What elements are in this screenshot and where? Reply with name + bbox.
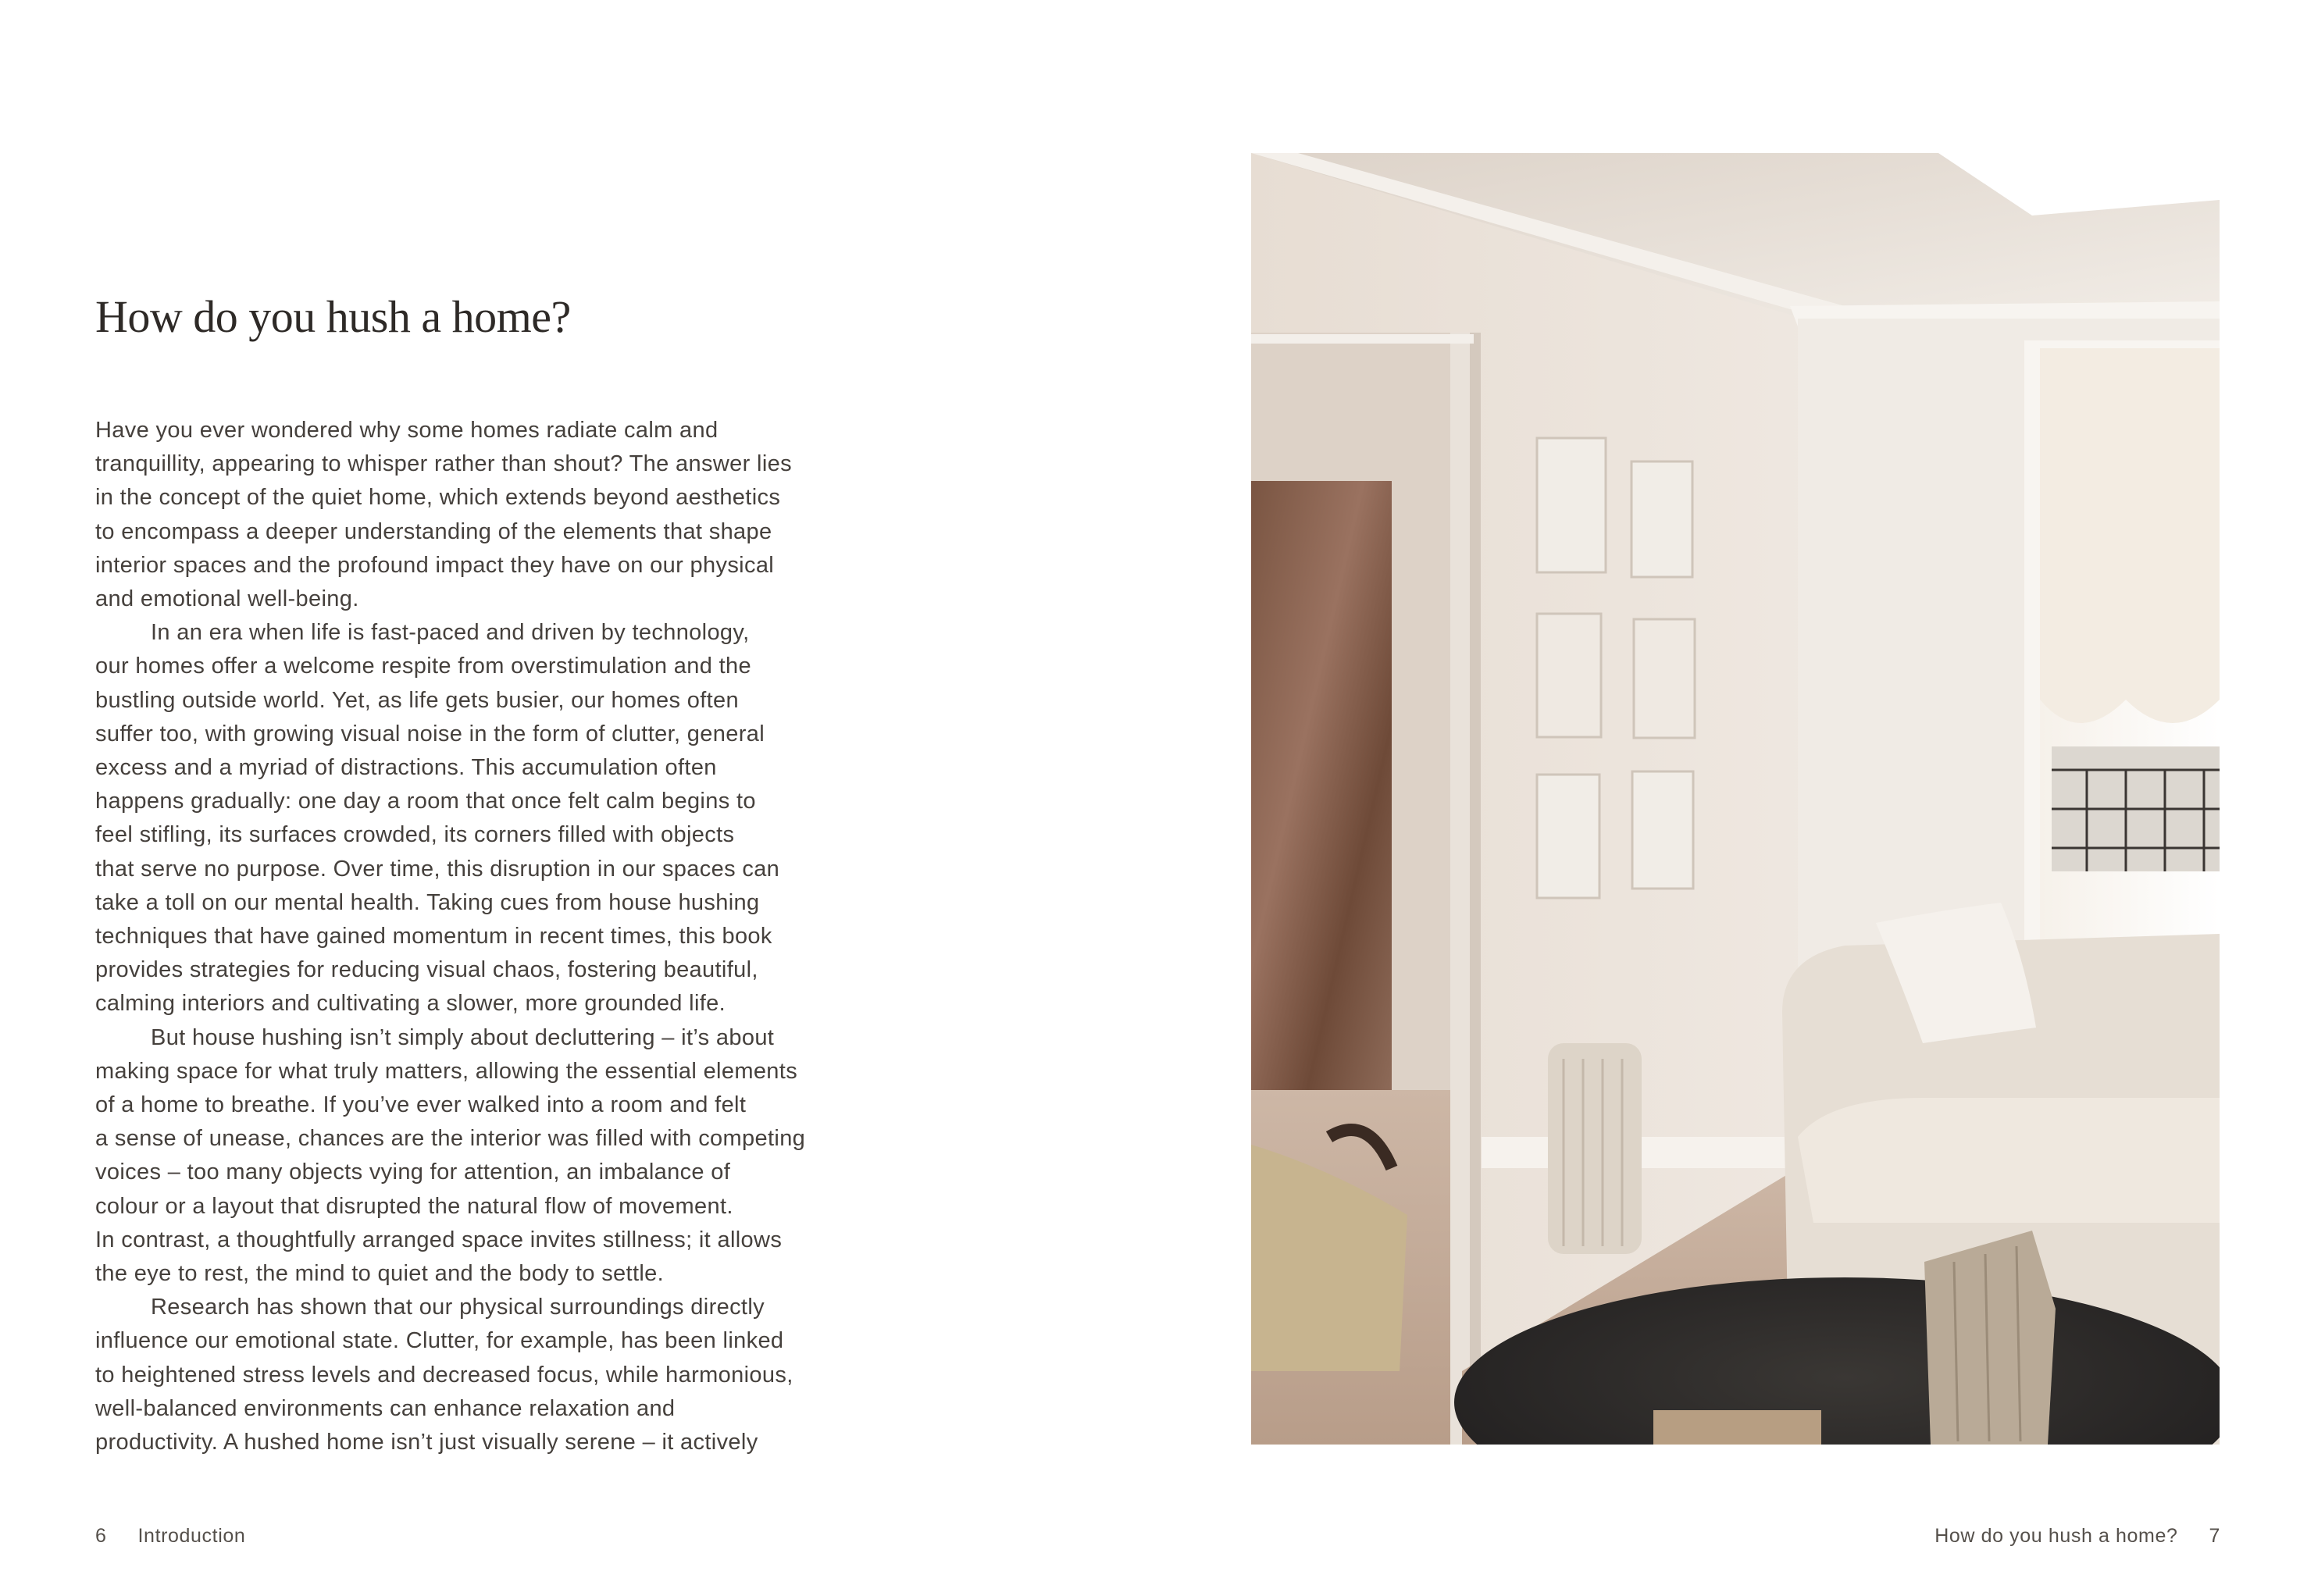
body-line: In contrast, a thoughtfully arranged space invites stillness; it allows: [95, 1227, 783, 1252]
body-line: calming interiors and cultivating a slower, more grounded life.: [95, 991, 726, 1017]
body-line: well-balanced environments can enhance relaxation and: [95, 1395, 676, 1421]
page-number-left: 6: [95, 1525, 107, 1547]
body-line: influence our emotional state. Clutter, for example, has been linked: [95, 1328, 784, 1354]
body-line: Research has shown that our physical surroundings directly: [151, 1295, 765, 1320]
body-line: in the concept of the quiet home, which extends beyond aesthetics: [95, 485, 781, 511]
folio-right: [1934, 1525, 2220, 1548]
body-line: Have you ever wondered why some homes radiate calm and: [95, 418, 719, 443]
body-line: voices – too many objects vying for attention, an imbalance of: [95, 1160, 731, 1185]
folio-left: [95, 1525, 245, 1548]
body-line: happens gradually: one day a room that once felt calm begins to: [95, 789, 756, 814]
body-line: that serve no purpose. Over time, this disruption in our spaces can: [95, 856, 780, 882]
body-line: feel stifling, its surfaces crowded, its corners filled with objects: [95, 822, 735, 848]
body-line: provides strategies for reducing visual chaos, fostering beautiful,: [95, 957, 758, 983]
body-line: excess and a myriad of distractions. This accumulation often: [95, 755, 717, 781]
body-line: In an era when life is fast-paced and driven by technology,: [151, 620, 750, 646]
page-heading: How do you hush a home?: [95, 291, 571, 342]
body-line: to encompass a deeper understanding of the elements that shape: [95, 518, 772, 544]
body-line: tranquillity, appearing to whisper rather than shout? The answer lies: [95, 451, 792, 477]
page-number-right: 7: [2209, 1525, 2220, 1547]
body-line: the eye to rest, the mind to quiet and the body to settle.: [95, 1261, 665, 1287]
body-line: a sense of unease, chances are the interior was filled with competing: [95, 1126, 806, 1152]
body-line: bustling outside world. Yet, as life gets busier, our homes often: [95, 687, 739, 713]
body-line: suffer too, with growing visual noise in the form of clutter, general: [95, 721, 765, 746]
body-line: of a home to breathe. If you’ve ever walked into a room and felt: [95, 1092, 747, 1118]
body-line: making space for what truly matters, allowing the essential elements: [95, 1058, 798, 1084]
body-line: take a toll on our mental health. Taking cues from house hushing: [95, 889, 760, 915]
body-line: and emotional well-being.: [95, 586, 359, 612]
body-line: our homes offer a welcome respite from overstimulation and the: [95, 654, 752, 679]
body-line: productivity. A hushed home isn’t just visually serene – it actively: [95, 1430, 758, 1455]
running-head-left: Introduction: [137, 1525, 246, 1547]
body-line: interior spaces and the profound impact they have on our physical: [95, 552, 775, 578]
body-line: to heightened stress levels and decreased focus, while harmonious,: [95, 1362, 793, 1388]
body-text: [95, 414, 845, 1459]
body-line: techniques that have gained momentum in recent times, this book: [95, 924, 772, 949]
body-line: But house hushing isn’t simply about decluttering – it’s about: [151, 1024, 775, 1050]
body-line: colour or a layout that disrupted the natural flow of movement.: [95, 1193, 733, 1219]
interior-photo: [1251, 153, 2220, 1445]
running-head-right: How do you hush a home?: [1934, 1525, 2178, 1547]
